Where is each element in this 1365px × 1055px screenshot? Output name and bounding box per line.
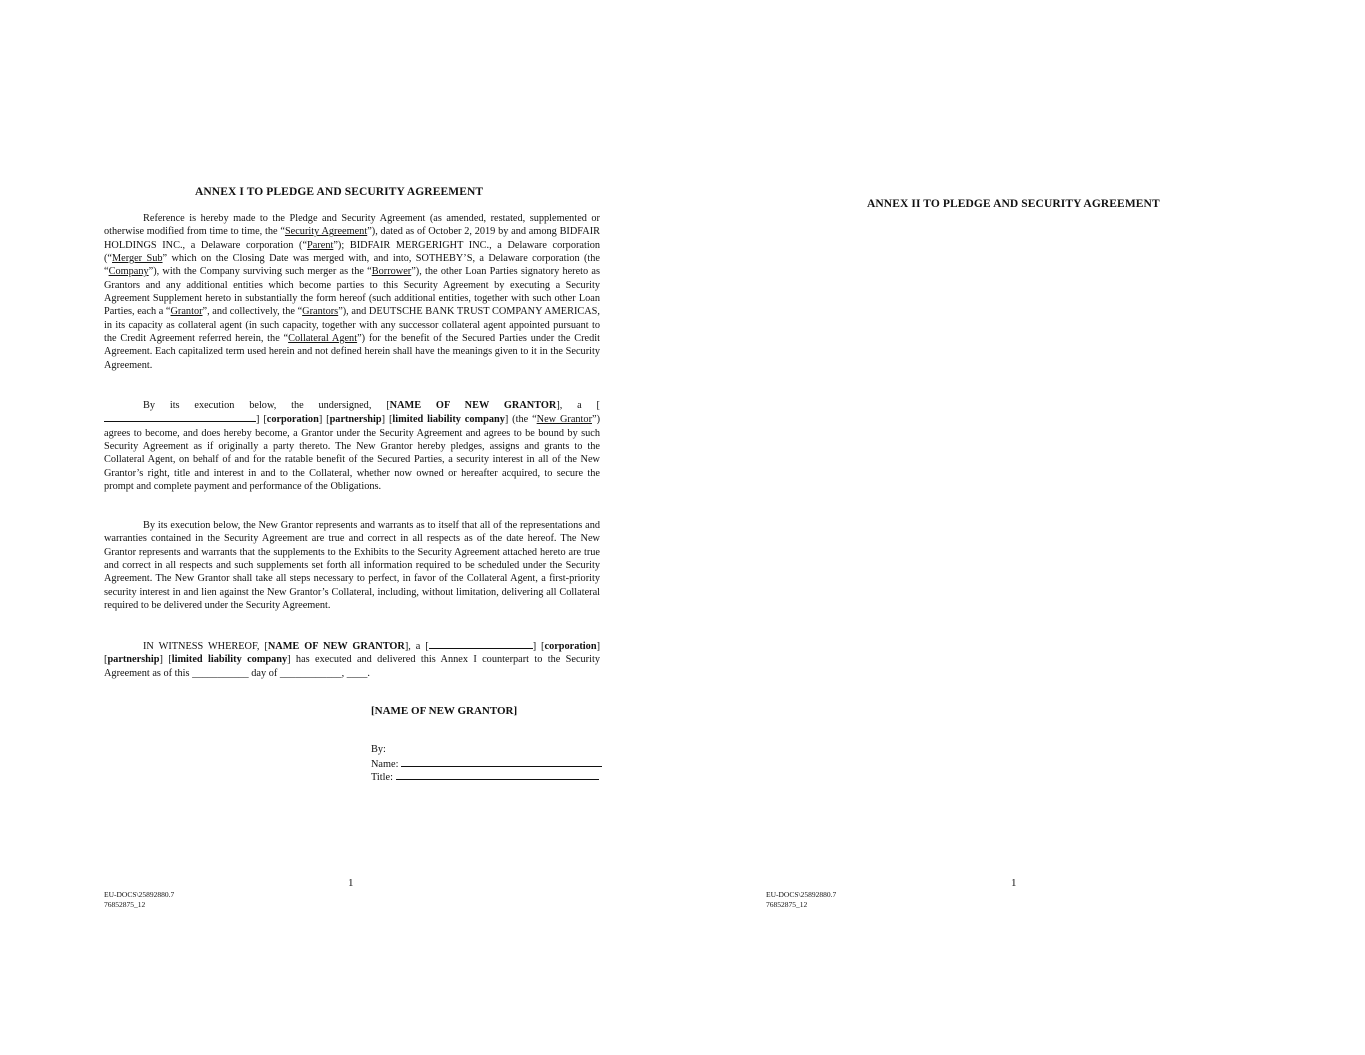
title-rule xyxy=(396,770,599,780)
annex-ii-title: ANNEX II TO PLEDGE AND SECURITY AGREEMENT xyxy=(867,198,1160,210)
page-number: 1 xyxy=(1011,877,1017,889)
term-company: Company xyxy=(108,266,149,278)
entity-blank xyxy=(429,639,533,649)
term-parent: Parent xyxy=(307,239,334,251)
signature-name-line[interactable]: Name: xyxy=(371,757,602,770)
term-grantor: Grantor xyxy=(170,306,203,318)
doc-footer: EU-DOCS\25892880.7 76852875_12 xyxy=(766,890,837,909)
term-borrower: Borrower xyxy=(371,266,412,278)
term-merger-sub: Merger Sub xyxy=(112,253,163,265)
annex-ii-page xyxy=(683,0,1365,1055)
doc-footer: EU-DOCS\25892880.7 76852875_12 xyxy=(104,890,175,909)
signature-block-name: [NAME OF NEW GRANTOR] xyxy=(371,705,518,717)
representations-paragraph: By its execution below, the New Grantor represents and warrants as to itself that all of the representations and warranties contained in the Security Agreement are true and correct in all respects as of the date hereof. The New Grantor represents and warrants that the supplements to the Exhibits to the Security Agreement attached hereto are true and correct in all respects and such supplements set forth all information required to be scheduled under the Security Agreement. The New Grantor shall take all steps necessary to perfect, in favor of the Collateral Agent, a first-priority security interest in and lien against the New Grantor’s Collateral, including, without limitation, delivering all Collateral required to be delivered under the Security Agreement. xyxy=(104,520,600,612)
execution-paragraph: By its execution below, the undersigned, [NAME OF NEW GRANTOR], a [] [corporation] [partnership] [limited liability company] (the “New Grantor”) agrees to become, and does hereby become, a Grantor under the Security Agreement and agrees to be bound by such Security Agreement as if originally a party thereto. The New Grantor hereby pledges, assigns and grants to the Collateral Agent, on behalf of and for the ratable benefit of the Secured Parties, a security interest in all of the New Grantor’s right, title and interest in and to the Collateral, whether now owned or hereafter acquired, to secure the prompt and complete payment and performance of the Obligations. xyxy=(104,400,600,493)
name-rule xyxy=(401,757,602,767)
term-security-agreement: Security Agreement xyxy=(284,226,368,238)
term-collateral-agent: Collateral Agent xyxy=(288,333,358,345)
signature-title-line[interactable]: Title: xyxy=(371,770,599,783)
annex-i-page xyxy=(0,0,682,1055)
term-new-grantor: New Grantor xyxy=(536,414,592,426)
reference-paragraph: Reference is hereby made to the Pledge and Security Agreement (as amended, restated, supplemented or otherwise modified from time to time, the “Security Agreement”), dated as of October 2, 2019 by and among BIDFAIR HOLDINGS INC., a Delaware corporation (“Parent”); BIDFAIR MERGERIGHT INC., a Delaware corporation (“Merger Sub” which on the Closing Date was merged with, and into, SOTHEBY’S, a Delaware corporation (the “Company”), with the Company surviving such merger as the “Borrower”), the other Loan Parties signatory hereto as Grantors and any additional entities which become parties to this Security Agreement by executing a Security Agreement Supplement hereto in substantially the form hereof (such additional entities, together with such other Loan Parties, each a “Grantor”, and collectively, the “Grantors”), and DEUTSCHE BANK TRUST COMPANY AMERICAS, in its capacity as collateral agent (in such capacity, together with any successor collateral agent appointed pursuant to the Credit Agreement referred herein, the “Collateral Agent”) for the benefit of the Secured Parties under the Credit Agreement. Each capitalized term used herein and not defined herein shall have the meanings given to it in the Security Agreement. xyxy=(104,213,601,371)
term-grantors: Grantors xyxy=(302,306,339,318)
signature-by-line[interactable]: By: xyxy=(371,744,386,755)
witness-paragraph: IN WITNESS WHEREOF, [NAME OF NEW GRANTOR], a [ ] [corporation] [partnership] [limited liability company] has executed and delivered this Annex I counterpart to the Security Agreement as of this ___________ day of ____________, ____. xyxy=(104,641,600,679)
annex-i-title: ANNEX I TO PLEDGE AND SECURITY AGREEMENT xyxy=(195,186,484,198)
page-number: 1 xyxy=(348,877,354,889)
entity-blank xyxy=(104,412,256,422)
